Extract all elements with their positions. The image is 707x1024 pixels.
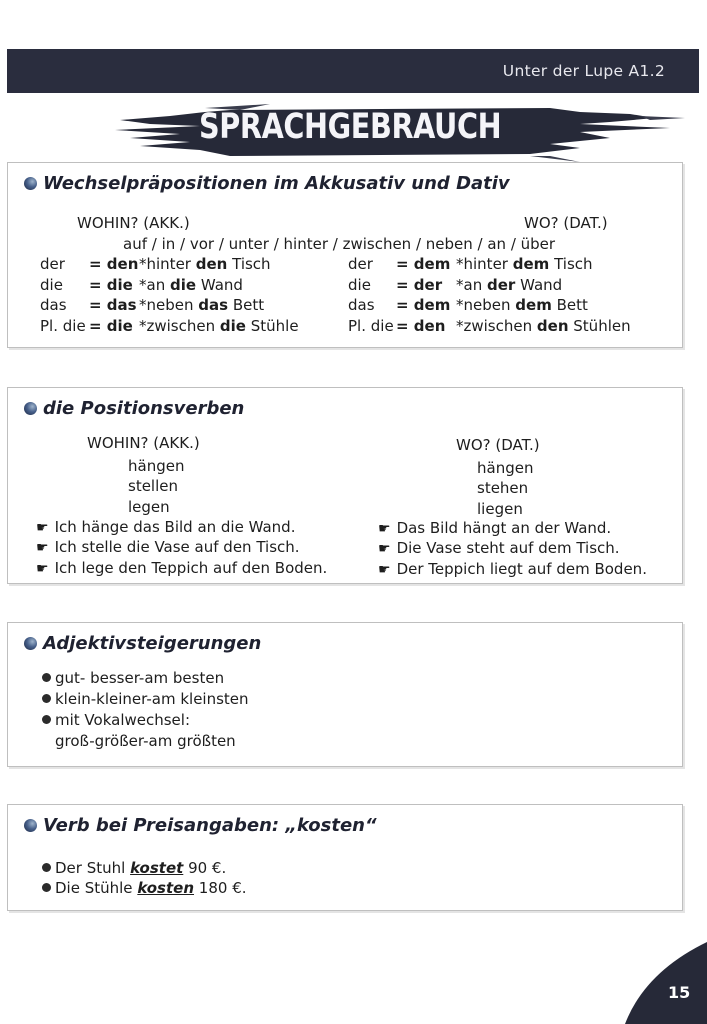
bullet-ball-icon <box>24 402 37 415</box>
page-number: 15 <box>668 983 691 1002</box>
akk-example: *an die Wand <box>139 276 243 294</box>
dat-example: *neben dem Bett <box>456 296 588 314</box>
akk-article: Pl. die <box>40 317 86 335</box>
section-verb-kosten <box>7 804 683 911</box>
dat-example: *an der Wand <box>456 276 563 294</box>
bullet-dot-icon <box>42 863 51 872</box>
verb-dat: stehen <box>477 479 529 497</box>
pointing-hand-icon: ☛ <box>378 541 391 557</box>
pointing-hand-icon: ☛ <box>36 540 49 556</box>
akk-result: = die <box>89 317 133 335</box>
akk-result: = die <box>89 276 133 294</box>
akk-article: der <box>40 255 65 273</box>
dat-article: Pl. die <box>348 317 394 335</box>
example-akk: ☛ Ich hänge das Bild an die Wand. <box>36 518 296 536</box>
dat-header: WO? (DAT.) <box>456 436 540 454</box>
dat-result: = dem <box>396 296 451 314</box>
bullet-dot-icon <box>42 694 51 703</box>
akk-result: = das <box>89 296 137 314</box>
bullet-ball-icon <box>24 637 37 650</box>
akk-article: die <box>40 276 63 294</box>
akk-example: *neben das Bett <box>139 296 265 314</box>
list-item: Die Stühle kosten 180 €. <box>42 879 247 897</box>
dat-example: *zwischen den Stühlen <box>456 317 631 335</box>
list-item: gut- besser-am besten <box>42 669 224 687</box>
page-title: SPRACHGEBRAUCH <box>199 107 502 147</box>
akk-header: WOHIN? (AKK.) <box>87 434 200 452</box>
akk-article: das <box>40 296 67 314</box>
section-heading: Adjektivsteigerungen <box>24 633 261 654</box>
page-corner-decoration <box>625 942 707 1024</box>
pointing-hand-icon: ☛ <box>36 561 49 577</box>
preposition-list: auf / in / vor / unter / hinter / zwischen / neben / an / über <box>123 235 556 253</box>
dat-result: = dem <box>396 255 451 273</box>
bullet-ball-icon <box>24 177 37 190</box>
pointing-hand-icon: ☛ <box>378 562 391 578</box>
dat-article: das <box>348 296 375 314</box>
header-bar <box>7 49 699 93</box>
dat-result: = den <box>396 317 446 335</box>
example-dat: ☛ Der Teppich liegt auf dem Boden. <box>378 560 647 578</box>
bullet-dot-icon <box>42 883 51 892</box>
example-akk: ☛ Ich lege den Teppich auf den Boden. <box>36 559 328 577</box>
dat-article: die <box>348 276 371 294</box>
akk-header: WOHIN? (AKK.) <box>77 214 190 232</box>
bullet-dot-icon <box>42 673 51 682</box>
section-positionsverben <box>7 387 683 584</box>
akk-example: *hinter den Tisch <box>139 255 271 273</box>
bullet-ball-icon <box>24 819 37 832</box>
example-dat: ☛ Das Bild hängt an der Wand. <box>378 519 612 537</box>
verb-akk: legen <box>128 498 170 516</box>
section-heading: die Positionsverben <box>24 398 244 419</box>
dat-example: *hinter dem Tisch <box>456 255 593 273</box>
pointing-hand-icon: ☛ <box>378 521 391 537</box>
list-item: klein-kleiner-am kleinsten <box>42 690 249 708</box>
section-adjektivsteigerungen <box>7 622 683 767</box>
verb-akk: stellen <box>128 477 178 495</box>
section-heading: Verb bei Preisangaben: „kosten“ <box>24 815 377 836</box>
pointing-hand-icon: ☛ <box>36 520 49 536</box>
section-heading: Wechselpräpositionen im Akkusativ und Dativ <box>24 173 510 194</box>
verb-dat: hängen <box>477 459 534 477</box>
akk-result: = den <box>89 255 139 273</box>
series-title: Unter der Lupe A1.2 <box>502 62 665 80</box>
example-dat: ☛ Die Vase steht auf dem Tisch. <box>378 539 620 557</box>
akk-example: *zwischen die Stühle <box>139 317 299 335</box>
dat-article: der <box>348 255 373 273</box>
dat-header: WO? (DAT.) <box>524 214 608 232</box>
section-wechselpraepositionen <box>7 162 683 348</box>
list-item-continuation: groß-größer-am größten <box>55 732 236 750</box>
list-item: mit Vokalwechsel: <box>42 711 190 729</box>
verb-akk: hängen <box>128 457 185 475</box>
example-akk: ☛ Ich stelle die Vase auf den Tisch. <box>36 538 300 556</box>
bullet-dot-icon <box>42 715 51 724</box>
list-item: Der Stuhl kostet 90 €. <box>42 859 226 877</box>
verb-dat: liegen <box>477 500 523 518</box>
dat-result: = der <box>396 276 443 294</box>
